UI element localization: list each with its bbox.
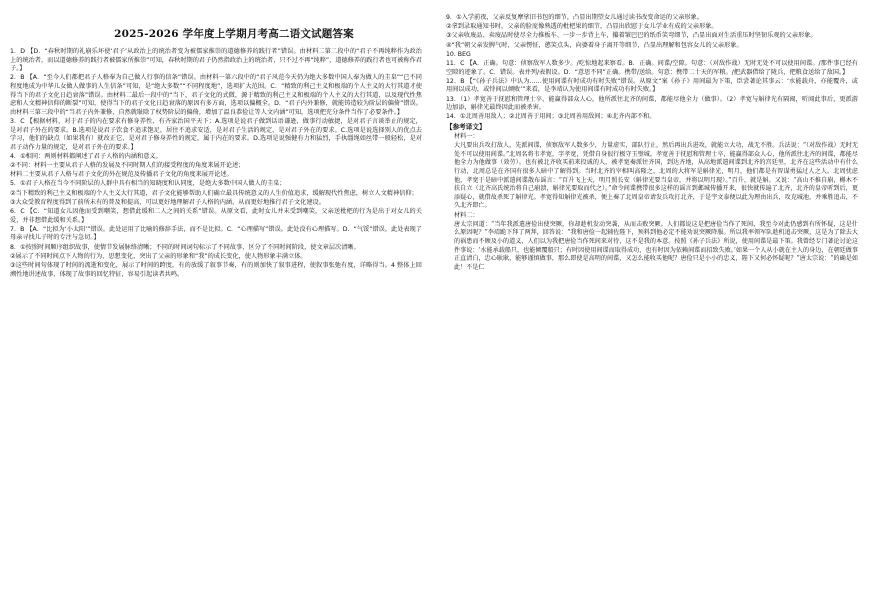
answer-6: 6．C 【C．“知道女儿因他而受到嘲笑，想借此缓和二人之间的关系”错误。从原文看，此时女儿并未受到嘲笑，父亲送枇杷的行为是出于对女儿的关爱，并非想借此缓和关系。】 <box>10 208 422 224</box>
translation-heading: 【参考译文】 <box>446 123 486 132</box>
right-column <box>446 14 858 273</box>
answer-4-line-1: 4．①相同：两则材料都阐述了君子人格的内涵和意义。 <box>10 152 162 160</box>
answer-9-line-1: 9．①入学前夜，父亲反复摩挲旧书包的细节，凸显出期望女儿通过读书改变命运的父亲形象。 <box>446 14 703 21</box>
material-1-translation: 大凡要出兵攻打敌人，先派间谍，侦察敌军人数多少，力量虚实，部队行止，然后再出兵进攻，就能立大功，战无不胜。兵法说：“（对敌作战）无时无处不可以使用间谍。”北周名将韦孝宽，字孝宽，凭借自身很行极守玉璧城。孝宽善于抚慰和管理士卒，能赢得部众人心，他所派往北齐的间谍，都能尽他全力为他做事（效劳）。也有被北齐收买前来投诚的人，被孝宽奏派往齐国，到达齐地，从高地派遣间谍到北齐的宫廷里，北齐在这些活动中有什么行动，北周总是在齐国有很多人暗中了解得到。当时北齐的宰相叫高隆之，北周的大将军是斛律光，明月，他们都是有智谋勇猛过人之人。北周忧虑他，孝宽于是暗中派遣间谍散布谣言：“百升飞上天，明月照长安（斛律光要当皇帝，并将以明月现）。”百升，就是斛。又说：“高山不推自崩，槲木不扶自立（北齐高氏统治将自己崩溃，斛律光要取而代之）。”命令间谍携带很多这样的谣言到邺城传播开来，很快就传遍了北齐，北齐的皇帝听到后，更添疑心，就借故杀死了斛律光。孝宽得知斛律光被杀，便上奏了北周皇帝请发兵攻打北齐，于是宇文泰便以此为理由出兵，攻克城池，并乘胜追击，不久北齐即亡。 <box>454 142 858 210</box>
material-2-translation: 唐太宗问道：“当年我派遣唐俭出使突厥，你却趁机发动突袭，从而击败突厥。人们都说这是把唐俭当作了死间，我至今对此仍感到有所怀疑，这是什么原因呢？”李靖跪下拜了两拜，回答说：“我和唐俭一起辅佐陛下，预料到他必定不能劝说突厥降服。所以我率领军队趁机追击突厥，这是为了除去大的祸患而不顾及小的道义，人们以为我把唐俭当作死间来对待，这不是我的本意。按照《孙子兵法》所说，使用间谍是最下策。我曾经专门著论讨论这件事说：‘水能承载船只，也能倾覆船只；有时因使用间谍而取得成功，也有时因为依赖间谍而招致失败。’如果一个人从小就在主人的身边，在朝廷做事正直清白，忠心耿耿，能够谨慎做事，那么即使是高明的间谍，又怎么能收买他呢？唐俭只是小小的忠义，陛下又何必怀疑呢？”唐太宗说：“的确是如此！不是仁 <box>454 220 858 271</box>
left-column <box>10 48 422 280</box>
answer-8-line-1: 8．①按照时间顺序组织故事，使情节发展脉络清晰；不同的时间词句标示了不同故事，区分了不同时间阶段，使文章层次清晰。 <box>10 243 360 251</box>
answer-1: 1．D 【D．“春秋时期的礼崩乐坏使‘君子’从政治上的统治者变为被儒家推崇的道德修养的践行者”错误。由材料二第二段中的“君子不再纯粹作为政治上的统治者，而以道德修养的践行者被儒家所推崇”可知，春秋时期的君子仍然指政治上的统治者，只不过不再“纯粹”，道德修养的践行者也可被称作君子。】 <box>10 48 422 73</box>
answer-5-line-3: ③大众受教育程度得到了前所未有的普及和提高，可以更好地理解君子人格的内涵，从而更好地推行君子文化建设。 <box>10 198 325 206</box>
answer-13: 13．（1）孝宽善于抚慰和管理士卒，能赢得部众人心，他所派往北齐的间谍，都能尽他全力（做事）。（2）孝宽与斛律光有隔阂，听闻此事后，更派游边加添，斛律光最终因此而被杀害。 <box>446 95 858 112</box>
answer-3: 3．C 【根据材料，对于君子的内在要求有修身养性，有齐家治国平天下；A.选项是说君子做到话语谦逊，做事行动敏捷，是对君子言谈举止的规定，是对君子外在的要求。B.选项是说君子饮食不追求饱足，居住不追求安适，是对君子生活的规定，是对君子外在的要求。C.选项是说选择别人的优点去学习，他们的缺点（如果我有）就改正它，是对君子修身养性的规定，属于内在的要求。D.选项是说强健有力和猛烈，手执缰绳如丝带一般轻松，是对君子动作力量的规定，是对君子外在的要求。】 <box>10 117 422 151</box>
material-2-heading: 材料二： <box>454 211 479 219</box>
answer-8-line-3: ③这些时间句体现了时间的流逝和变化，展示了时间的跨度，有的放缓了叙事节奏，有的则加快了叙事进程，使叙事张弛有度，详略得当。4 整体上回溯性地讲述故事，体现了故事的回忆特征，容易引起读者共鸣。 <box>10 261 422 278</box>
answer-14: 14．①北周善用敌人；②北周善于用间；③北周善用敌间；④北齐内部不和。 <box>446 113 656 121</box>
answer-7: 7．B 【A．“比拟为‘小太阳’”错误。此处运用了比喻的修辞手法，而不是比拟。C．“心理描写”错误。此处没有心理描写。D．“气馁”错误，此处表现了母亲寻找儿子时的专注与急切。】 <box>10 225 422 242</box>
answer-9-line-2: ②拿到录取通知书时，父亲的脸庞像熟透的枇杷果的细节，凸显出欣慰于女儿学业有成的父亲形象。 <box>446 23 718 31</box>
answer-9-line-4: ④“我”朝父亲发脾气时，父亲愣怔，憨笑点头，向婆着身子离开等细节，凸显出理解和包容女儿的父亲形象。 <box>446 41 743 49</box>
answer-4-line-3: 材料二主要从君子人格与君子文化的外在规范及传播君子文化的角度来展开论述。 <box>10 171 233 179</box>
answer-10: 10. BEG <box>446 50 471 58</box>
answer-4-line-2: ②不同：材料一主要从君子人格的发展及不同时期人们的接受程度的角度来展开论述； <box>10 162 245 170</box>
answer-5-line-1: 5．①君子人格在当今不同阶层的人群中具有相当的知晓度和认同度，是绝大多数中国人做人的圭臬； <box>10 180 286 188</box>
document-title: 2025-2026 学年度上学期月考高二语文试题答案 <box>114 28 354 40</box>
answer-5-line-2: ②当下精致的利己主义和极端的个人主义大行其道，君子文化能够帮助人们确立最具传统意义的人生价值追求，缓解现代性焦虑，树立人文精神信仰； <box>10 189 418 197</box>
answer-12: 12．B 【“《孙子兵法》中认为……使用间谍有时成功有时失败”错误。从原文“案《孙子》用间最为下策，臣尝著论其事云：‘水能载舟，亦能覆舟，或用间以成功，或恃间以倾败’”来看，是李靖认为使用间谍有时成功有时失败。】 <box>446 77 858 94</box>
answer-2: 2．B 【A．“至今人们都把君子人格奉为自己做人行事的信条”错误。由材料一第六段中的“君子风范今天仍为绝大多数中国人奉为做人的圭臬”“已不同程度地成为中华儿女做人做事的人生信条”可知，是“绝大多数”“不同程度地”，选项扩大范围。C．“精致的利己主义和极端的个人主义的大行其道才使得当下的君子文化日趋衰落”错误。由材料二最后一段中的“当下，君子文化的式微，源于精致的利己主义和极端的个人主义的大行其道，以及现代性焦虑和人文精神信仰的断裂”可知，使得当下的君子文化日趋衰落的原因有多方面，选项以偏概全。D．“君子内外兼修，就能铸造较为阶层的偏倚”错误。由材料三第三段中的“当君子内外兼修，自然就耻除了权势阶层的偏倚，增加了温良恭俭让等人文内涵”可知，选项把充分条件当作了必要条件。】 <box>10 74 422 116</box>
answer-11: 11．C 【A．正确。句意：侦察敌军人数多少。/吃惊地起来察看。B．正确。间谍/空隙。句意：（对敌作战）无时无处不可以使用间谍。/那件事已经有空隙的迹象了。C．错误。表并列/表假设。D．“意思不同”正确。携带/送给。句意：携带二十天的军粮。/把武器借给了陇兵，把粮食送给了敌国。】 <box>446 59 858 76</box>
answer-8-line-2: ②展示了不同时间点下人物的行为、思想变化，突出了父亲的形象和“我”的成长变化，使人物形象丰满立体。 <box>10 252 307 260</box>
answer-9-line-3: ③父亲收废品、卖废品时使尽全力推板车、一步一步背上车，攥着皱巴巴的纸币笑弯细节，凸显出面对生活重压时坚韧乐观的父亲形象。 <box>446 32 817 40</box>
material-1-heading: 材料一： <box>454 133 479 141</box>
